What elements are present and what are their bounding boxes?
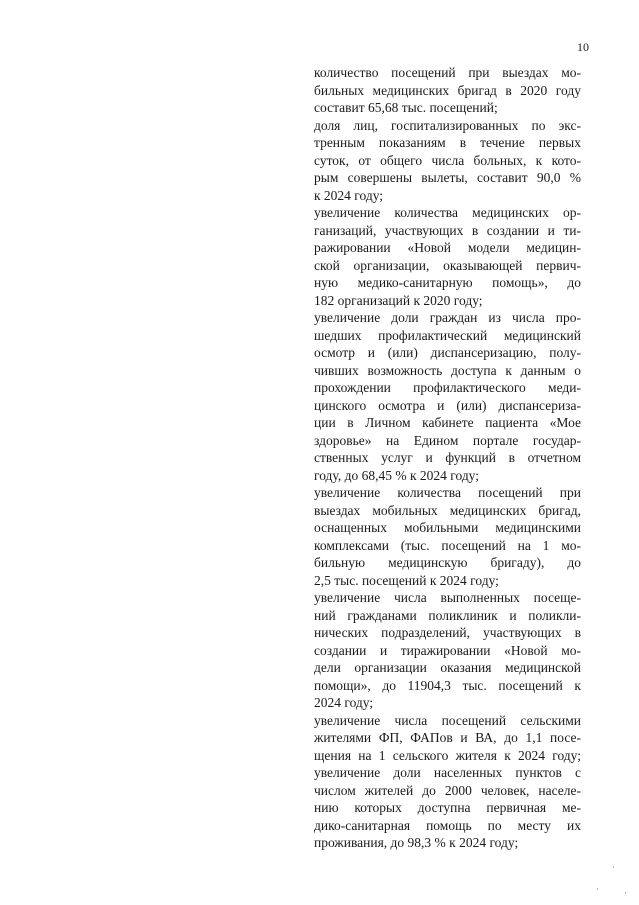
text-line: 2024 году;	[314, 695, 374, 710]
text-line: 2,5 тыс. посещений к 2024 году;	[314, 572, 499, 588]
text-line: ганизаций, участвующих в создании и ти-	[314, 222, 581, 238]
text-line: дико-санитарная помощь по месту их	[314, 817, 581, 833]
text-line: бильную медицинскую бригаду), до	[314, 555, 581, 570]
text-line: ражировании «Новой модели медицин-	[314, 240, 581, 255]
text-line: проживания, до 98,3 % к 2024 году;	[314, 835, 519, 850]
text-line: выездах мобильных медицинских бригад,	[314, 502, 581, 518]
text-line: ственных услуг и функций в отчетном	[314, 450, 581, 465]
text-line: чивших возможность доступа к данным о	[314, 362, 581, 378]
text-line: ции в Личном кабинете пациента «Мое	[314, 415, 581, 430]
text-line: помощи», до 11904,3 тыс. посещений к	[314, 677, 581, 693]
text-line: ную медико-санитарную помощь», до	[314, 275, 581, 290]
page-number: 10	[577, 40, 589, 54]
text-line: ний гражданами поликлиник и поликли-	[314, 607, 581, 623]
text-line: цинского осмотра и (или) диспансериза-	[314, 397, 581, 413]
text-line: числом жителей до 2000 человек, населе-	[314, 782, 581, 798]
text-line: количество посещений при выездах мо-	[314, 65, 581, 80]
text-line: шедших профилактический медицинский	[314, 327, 581, 343]
text-line: составит 65,68 тыс. посещений;	[314, 100, 498, 115]
text-line: суток, от общего числа больных, к кото-	[314, 152, 581, 168]
text-line: дели организации оказания медицинской	[314, 660, 581, 675]
text-line: увеличение количества посещений при	[314, 485, 581, 500]
text-line: увеличение доли граждан из числа про-	[314, 310, 581, 325]
text-line: комплексами (тыс. посещений на 1 мо-	[314, 537, 581, 553]
text-line: увеличение количества медицинских ор-	[314, 205, 581, 220]
text-line: прохождении профилактического меди-	[314, 380, 581, 395]
text-line: рым совершены вылеты, составит 90,0 %	[314, 170, 581, 185]
text-line: создании и тиражировании «Новой мо-	[314, 642, 581, 658]
text-line: году, до 68,45 % к 2024 году;	[314, 467, 480, 483]
text-line: осмотр и (или) диспансеризацию, полу-	[314, 345, 581, 360]
text-line: бильных медицинских бригад в 2020 году	[314, 82, 581, 98]
text-line: доля лиц, госпитализированных по экс-	[314, 117, 581, 133]
scan-mark: ·	[624, 888, 627, 898]
text-line: увеличение числа выполненных посеще-	[314, 590, 581, 605]
text-line: тренным показаниям в течение первых	[314, 135, 581, 150]
scan-mark: ·	[612, 862, 615, 872]
text-line: увеличение числа посещений сельскими	[314, 712, 581, 728]
text-line: нию которых доступна первичная ме-	[314, 800, 581, 815]
text-line: нических подразделений, участвующих в	[314, 625, 581, 640]
text-line: здоровье» на Едином портале государ-	[314, 432, 581, 448]
text-line: оснащенных мобильными медицинскими	[314, 520, 581, 535]
text-line: ской организации, оказывающей первич-	[314, 257, 581, 273]
text-line: щения на 1 сельского жителя к 2024 году;	[314, 747, 581, 763]
body-text	[314, 64, 581, 852]
scan-mark: ·	[596, 884, 599, 894]
text-line: 182 организаций к 2020 году;	[314, 292, 483, 308]
text-line: увеличение доли населенных пунктов с	[314, 765, 581, 780]
text-line: к 2024 году;	[314, 187, 384, 203]
text-line: жителями ФП, ФАПов и ВА, до 1,1 посе-	[314, 730, 581, 745]
